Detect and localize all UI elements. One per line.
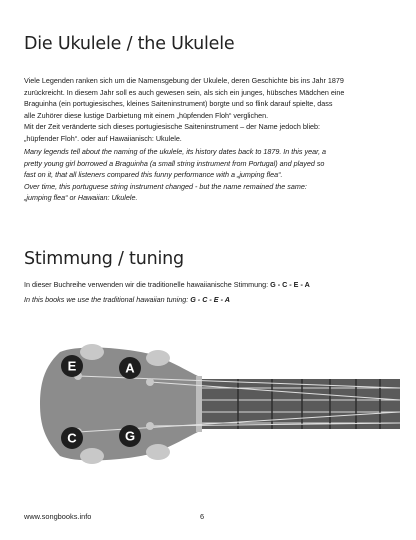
intro-de-line: Viele Legenden ranken sich um die Namensgebung der Ukulele, deren Geschichte bis ins Jahr 1879 (24, 76, 344, 85)
svg-text:G: G (124, 428, 136, 444)
svg-text:A: A (125, 360, 135, 376)
tuning-heading: Stimmung / tuning (24, 249, 184, 269)
tuning-english-line (24, 294, 392, 306)
tuning-german-line (24, 279, 392, 291)
tuning-de-notes: G - C - E - A (270, 280, 310, 289)
intro-en-line: pretty young girl borrowed a Braguinha (a small string instrument from Portugal) and played so (24, 158, 325, 168)
ukulele-headstock-illustration (0, 330, 416, 480)
intro-de-line: „hüpfender Floh“. oder auf Hawaiianisch: Ukulele. (24, 133, 182, 143)
intro-en-line: Many legends tell about the naming of the ukulele, its history dates back to 1879. In this year, a (24, 147, 327, 156)
intro-de-line: alle Zuhörer diese lustige Darbietung mit einem „hüpfenden Floh“ verglichen. (24, 110, 269, 120)
peg-label-e (61, 355, 83, 377)
peg-label-c (61, 427, 83, 449)
intro-de-line: zurückreicht. In diesem Jahr soll es auch gewesen sein, als sich ein junges, hübsches Mädchen eine (24, 87, 345, 97)
svg-text:E: E (67, 358, 77, 374)
intro-de-line: Mit der Zeit veränderte sich dieses portugiesische Saiteninstrument – der Name jedoch blieb: (24, 122, 321, 132)
peg-label-g (119, 425, 141, 447)
tuning-de-text: In dieser Buchreihe verwenden wir die traditionelle hawaiianische Stimmung: (24, 280, 271, 289)
svg-text:C: C (67, 430, 77, 446)
intro-en-line: Over time, this portuguese string instrument changed - but the name remained the same: (24, 181, 307, 191)
intro-english-paragraph (24, 146, 392, 204)
page-title: Die Ukulele / the Ukulele (24, 34, 235, 54)
tuning-en-text: In this books we use the traditional hawaiian tuning: (24, 295, 191, 304)
footer-website: www.songbooks.info (24, 512, 92, 521)
intro-german-paragraph (24, 75, 392, 145)
nut (196, 376, 202, 432)
intro-de-line: Braguinha (ein portugiesisches, kleines Saiteninstrument) borgte und so flink darauf spielte, dass (24, 99, 333, 109)
intro-en-line: „jumping flea“ or Hawaiian: Ukulele. (24, 193, 138, 203)
tuning-en-notes: G - C - E - A (190, 295, 230, 304)
intro-en-line: fast on it, that all listeners compared this funny performance with a „jumping flea“. (24, 170, 283, 180)
footer-page-number: 6 (200, 512, 205, 521)
peg-label-a (119, 357, 141, 379)
